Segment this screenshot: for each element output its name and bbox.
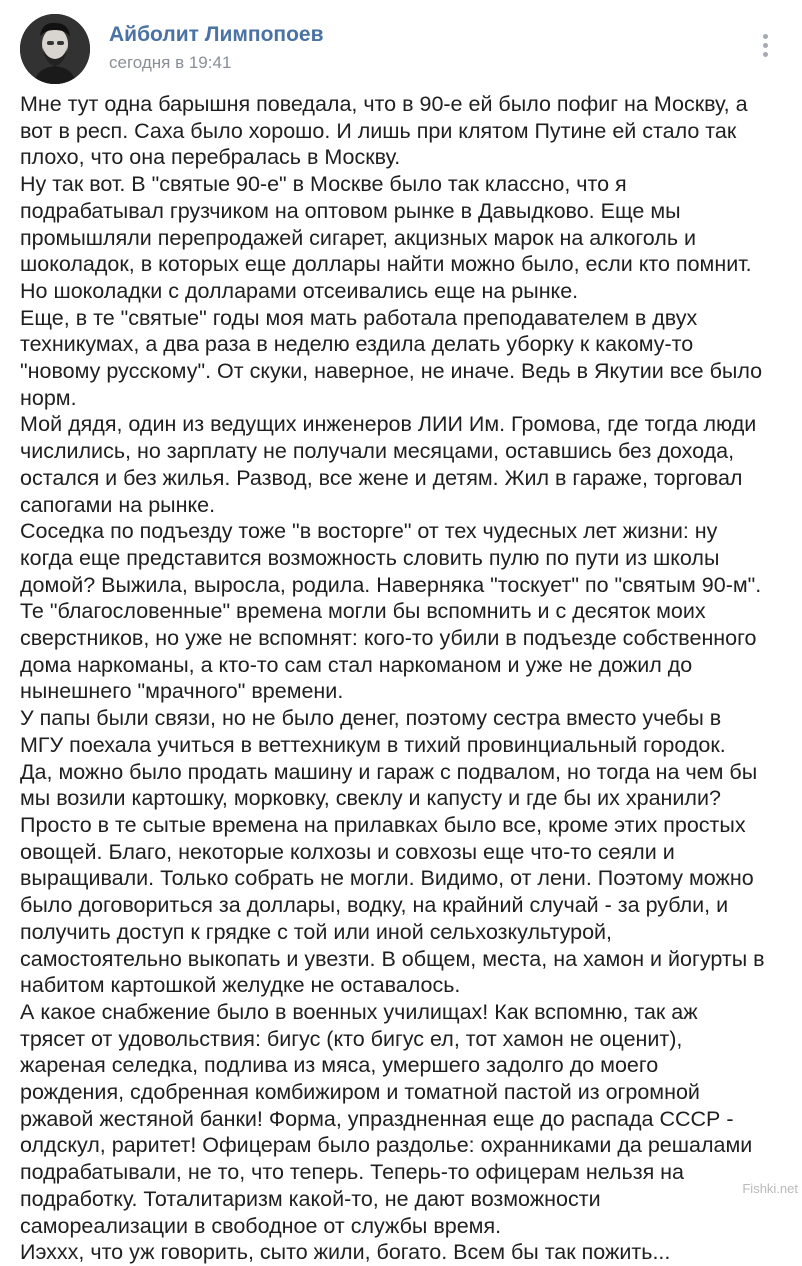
post-text-line: Мой дядя, один из ведущих инженеров ЛИИ Им. Громова, где тогда люди	[20, 412, 757, 437]
post-text-line: Соседка по подъезду тоже "в восторге" от тех чудесных лет жизни: ну	[20, 519, 718, 544]
post-text-line: А какое снабжение было в военных училищах! Как вспомню, так аж	[20, 999, 698, 1024]
post-text-line: овощей. Благо, некоторые колхозы и совхозы еще что-то сеяли и	[20, 839, 675, 864]
dot	[763, 34, 768, 39]
post-text-line: сапогами на рынке.	[20, 492, 216, 517]
post-text-line: промышляли перепродажей сигарет, акцизных марок на алкоголь и	[20, 225, 697, 250]
avatar-portrait-icon	[20, 14, 90, 84]
post-text-line: выращивали. Только собрать не могли. Видимо, от лени. Поэтому можно	[20, 866, 754, 891]
post-text-line: самостоятельно выкопать и увезти. В общем, места, на хамон и йогурты в	[20, 946, 765, 971]
post-text-line: подрабатывал грузчиком на оптовом рынке в Давыдково. Еще мы	[20, 198, 681, 223]
post-text-line: Еще, в те "святые" годы моя мать работала преподавателем в двух	[20, 305, 698, 330]
more-dots-icon[interactable]	[750, 30, 780, 60]
post-text-line: норм.	[20, 385, 77, 410]
post-text-line: Ну так вот. В "святые 90-е" в Москве было так классно, что я	[20, 172, 627, 197]
post-text-line: числились, но зарплату не получали месяцами, оставшись без дохода,	[20, 439, 735, 464]
post-text-line: подрабатывали, не то, что теперь. Теперь-то офицерам нельзя на	[20, 1160, 685, 1185]
watermark: Fishki.net	[742, 1181, 798, 1196]
post-text-line: Просто в те сытые времена на прилавках было все, кроме этих простых	[20, 812, 746, 837]
post-text-line: дома наркоманы, а кто-то сам стал наркоманом и уже не дожил до	[20, 652, 693, 677]
post-text-line: шоколадок, в которых еще доллары найти можно было, если кто помнит.	[20, 252, 752, 277]
post-text-line: У папы были связи, но не было денег, поэтому сестра вместо учебы в	[20, 706, 722, 731]
post-text-line: нынешнего "мрачного" времени.	[20, 679, 344, 704]
post-header	[20, 14, 780, 84]
avatar[interactable]	[20, 14, 90, 84]
post-text	[20, 91, 790, 1266]
post-text-line: МГУ поехала учиться в веттехникум в тихий провинциальный городок.	[20, 732, 726, 757]
post-text-line: мы возили картошку, морковку, свеклу и капусту и где бы их хранили?	[20, 786, 721, 811]
post-text-line: техникумах, а два раза в неделю ездила делать уборку к какому-то	[20, 332, 694, 357]
post-text-line: когда еще представится возможность словить пулю по пути из школы	[20, 545, 720, 570]
post-text-line: набитом картошкой желудке не оставалось.	[20, 973, 461, 998]
post-text-line: ржавой жестяной банки! Форма, упраздненная еще до распада СССР -	[20, 1106, 734, 1131]
post-text-line: домой? Выжила, выросла, родила. Наверняка "тоскует" по "святым 90-м".	[20, 572, 762, 597]
post-text-line: Да, можно было продать машину и гараж с подвалом, но тогда на чем бы	[20, 759, 758, 784]
post-text-line: самореализации в свободное от службы время.	[20, 1213, 502, 1238]
post-text-line: олдскул, раритет! Офицерам было раздолье: охранниками да решалами	[20, 1133, 753, 1158]
post-text-line: "новому русскому". От скуки, наверное, не иначе. Ведь в Якутии все было	[20, 359, 763, 384]
post-text-line: Мне тут одна барышня поведала, что в 90-е ей было пофиг на Москву, а	[20, 92, 748, 116]
post-text-line: трясет от удовольствия: бигус (кто бигус ел, тот хамон не оценит),	[20, 1026, 683, 1051]
dot	[763, 52, 768, 57]
post-text-line: Те "благословенные" времена могли бы вспомнить и с десяток моих	[20, 599, 706, 624]
post-text-line: было договориться за доллары, водку, на крайний случай - за рубли, и	[20, 893, 729, 918]
author-name[interactable]: Айболит Лимпопоев	[109, 23, 324, 46]
post-text-line: остался и без жилья. Развод, все жене и детям. Жил в гараже, торговал	[20, 465, 743, 490]
post-text-line: подработку. Тоталитаризм какой-то, не дают возможности	[20, 1186, 601, 1211]
dot	[763, 43, 768, 48]
post-timestamp[interactable]: сегодня в 19:41	[109, 53, 232, 72]
post-text-line: плохо, что она перебралась в Москву.	[20, 145, 401, 170]
post-text-line: сверстников, но уже не вспомнят: кого-то убили в подъезде собственного	[20, 626, 757, 651]
post-text-line: получить доступ к грядке с той или иной сельхозкультурой,	[20, 919, 613, 944]
post-text-line: вот в респ. Саха было хорошо. И лишь при клятом Путине ей стало так	[20, 118, 737, 143]
post-text-line: рождения, сдобренная комбижиром и томатной пастой из огромной	[20, 1080, 700, 1105]
post-text-line: жареная селедка, подлива из мяса, умершего задолго до моего	[20, 1053, 659, 1078]
post-text-line: Иэхxx, что уж говорить, сыто жили, богато. Всем бы так пожить...	[20, 1240, 671, 1265]
post-text-line: Но шоколадки с долларами отсеивались еще на рынке.	[20, 278, 579, 303]
